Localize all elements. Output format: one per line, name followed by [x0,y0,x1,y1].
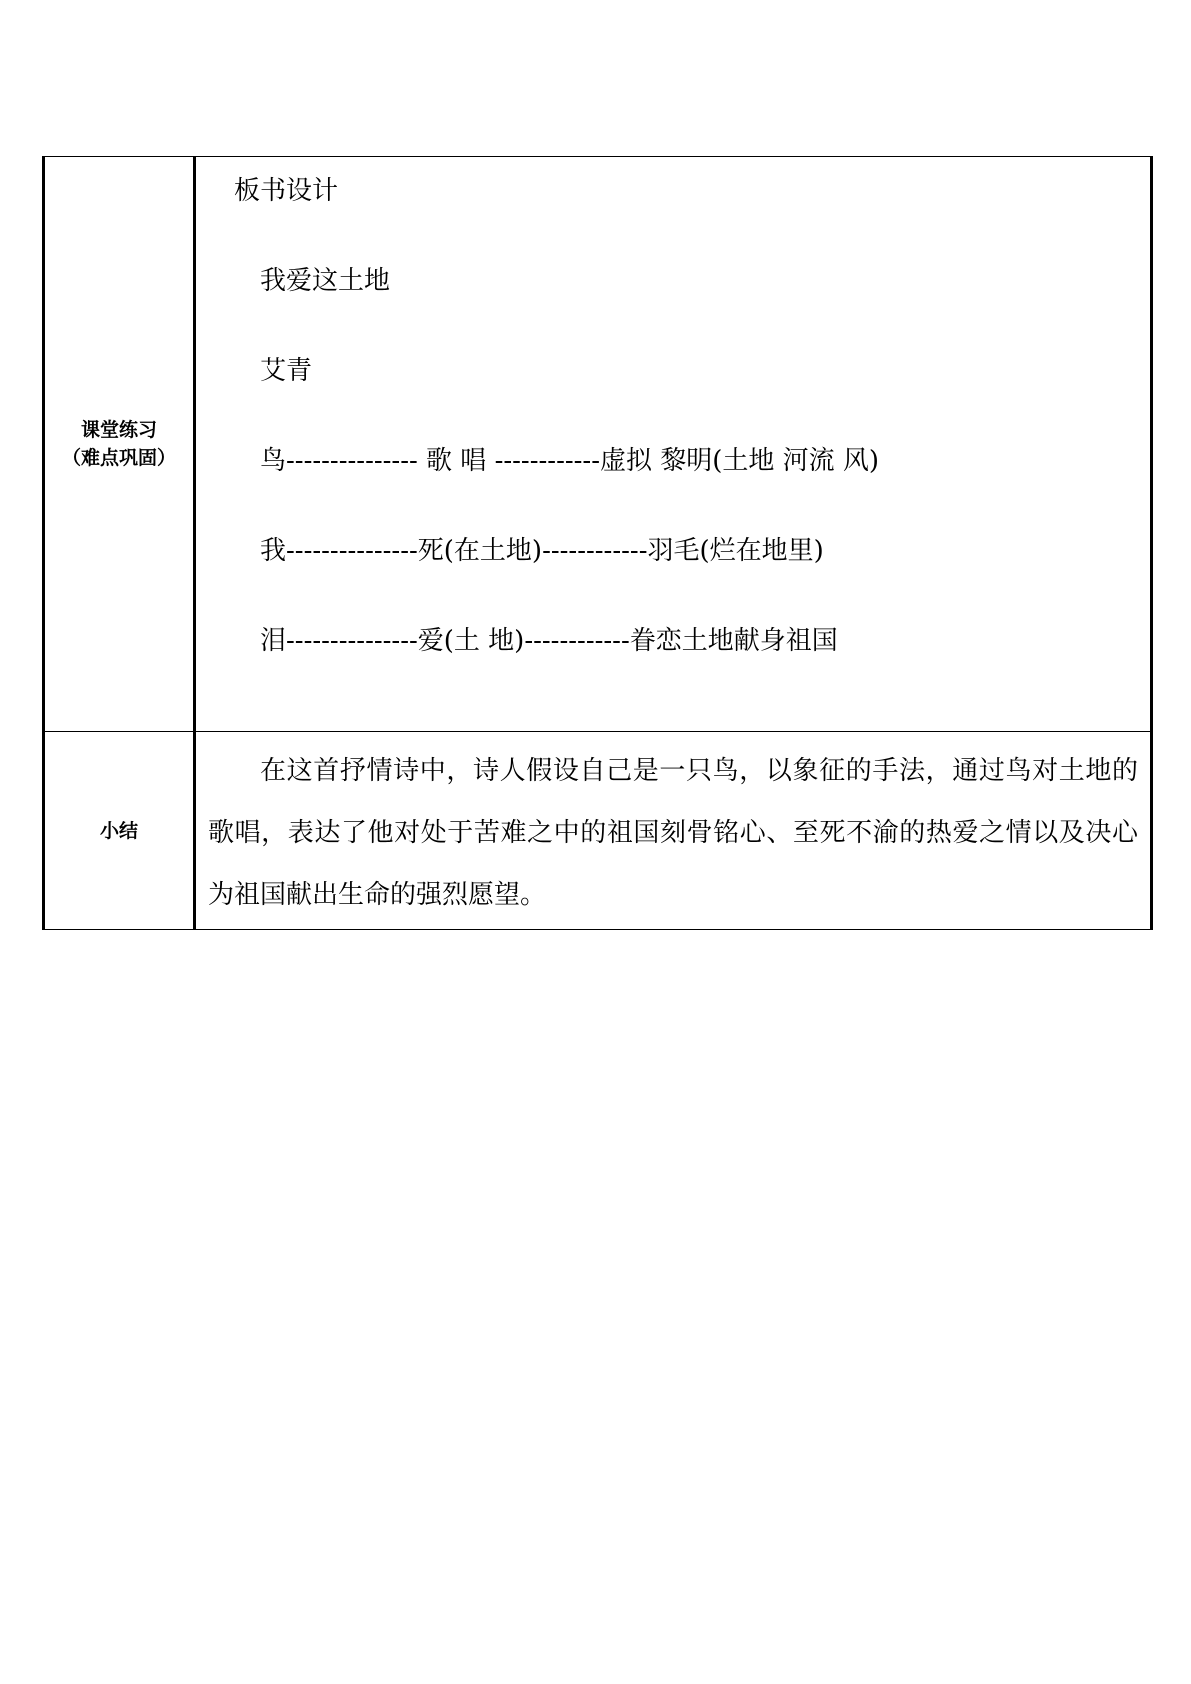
table-row-practice [44,157,1152,732]
table-row-summary [44,732,1152,930]
board-design [196,157,1150,731]
row-label-practice [44,157,195,732]
poem-author: 艾青 [260,356,313,386]
board-line-me: 我---------------死(在土地)------------羽毛(烂在地里) [260,536,824,566]
board-line-bird: 鸟--------------- 歌 唱 ------------虚拟 黎明(土地 河流 风) [260,446,880,476]
board-line-tears: 泪---------------爱(土 地)------------眷恋土地献身祖国 [260,626,838,656]
board-design-cell [195,157,1152,732]
board-design-title: 板书设计 [234,176,339,206]
label-difficulty: （难点巩固） [61,447,176,469]
summary-cell [195,732,1152,930]
label-practice: 课堂练习 [80,419,157,441]
summary-text: 在这首抒情诗中，诗人假设自己是一只鸟，以象征的手法，通过鸟对土地的歌唱，表达了他对处于苦难之中的祖国刻骨铭心、至死不渝的热爱之情以及决心为祖国献出生命的强烈愿望。 [208,755,1138,910]
row-label-summary: 小结 [44,732,195,930]
poem-title: 我爱这土地 [260,266,391,296]
lesson-table [42,156,1153,930]
